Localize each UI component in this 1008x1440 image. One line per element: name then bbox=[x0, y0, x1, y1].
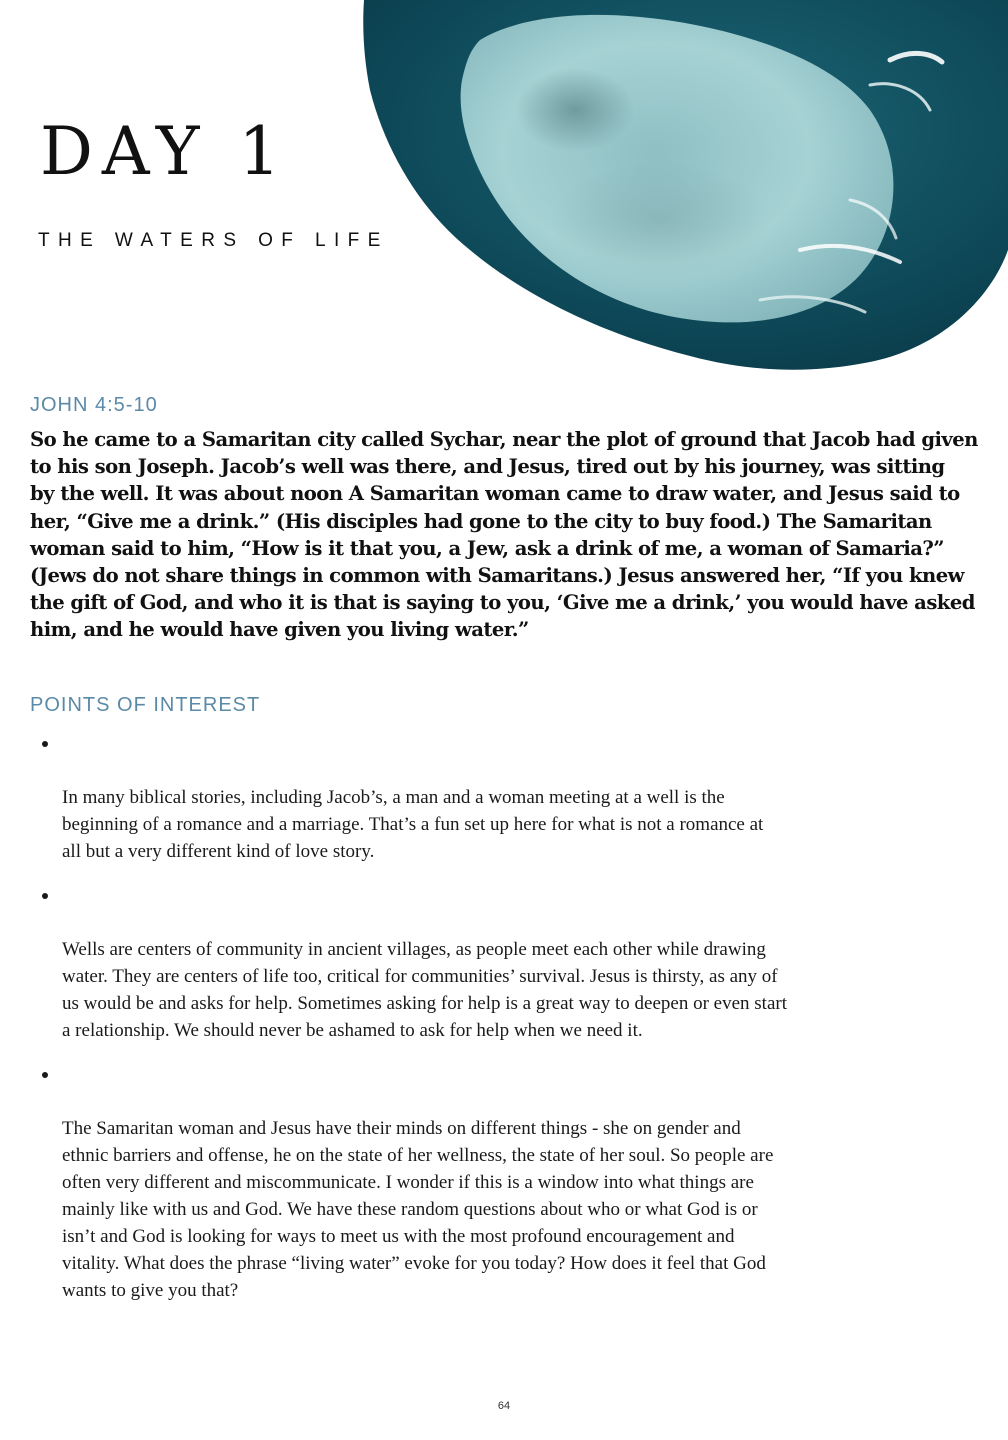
watercolor-splash bbox=[330, 0, 1008, 380]
point-text: Wells are centers of community in ancient villages, as people meet each other while drawing water. They are centers of life too, critical for communities’ survival. Jesus is thirsty, as any of us would be and asks for help. Sometimes asking for help is a great way to deepen or even start a relationship. We should never be ashamed to ask for help when we need it. bbox=[62, 939, 787, 1041]
list-item bbox=[30, 730, 980, 865]
page-number: 64 bbox=[497, 1400, 511, 1412]
points-of-interest-heading: POINTS OF INTEREST bbox=[30, 694, 261, 716]
list-item bbox=[30, 1061, 980, 1304]
scripture-reference: JOHN 4:5-10 bbox=[30, 394, 158, 416]
points-of-interest-list bbox=[30, 730, 980, 1321]
scripture-passage: So he came to a Samaritan city called Sychar, near the plot of ground that Jacob had given to his son Joseph. Jacob’s well was there, and Jesus, tired out by his journey, was sitting by the well. It was about noon A Samaritan woman came to draw water, and Jesus said to her, “Give me a drink.” (His disciples had gone to the city to buy food.) The Samaritan woman said to him, “How is it that you, a Jew, ask a drink of me, a woman of Samaria?” (Jews do not share things in common with Samaritans.) Jesus answered her, “If you knew the gift of God, and who it is that is saying to you, ‘Give me a drink,’ you would have asked him, and he would have given you living water.” bbox=[30, 428, 978, 642]
point-text: The Samaritan woman and Jesus have their minds on different things - she on gender and ethnic barriers and offense, he on the state of her wellness, the state of her soul. So people are often very different and miscommunicate. I wonder if this is a window into what things are mainly like with us and God. We have these random questions about who or what God is or isn’t and God is looking for ways to meet us with the most profound encouragement and vitality. What does the phrase “living water” evoke for you today? How does it feel that God wants to give you that? bbox=[62, 1118, 774, 1301]
bullet-icon bbox=[42, 893, 48, 899]
bullet-icon bbox=[42, 741, 48, 747]
day-title: DAY 1 bbox=[40, 113, 290, 190]
day-subtitle: THE WATERS OF LIFE bbox=[38, 230, 389, 251]
list-item bbox=[30, 882, 980, 1044]
bullet-icon bbox=[42, 1072, 48, 1078]
point-text: In many biblical stories, including Jacob’s, a man and a woman meeting at a well is the beginning of a romance and a marriage. That’s a fun set up here for what is not a romance at all but a very different kind of love story. bbox=[62, 787, 764, 862]
